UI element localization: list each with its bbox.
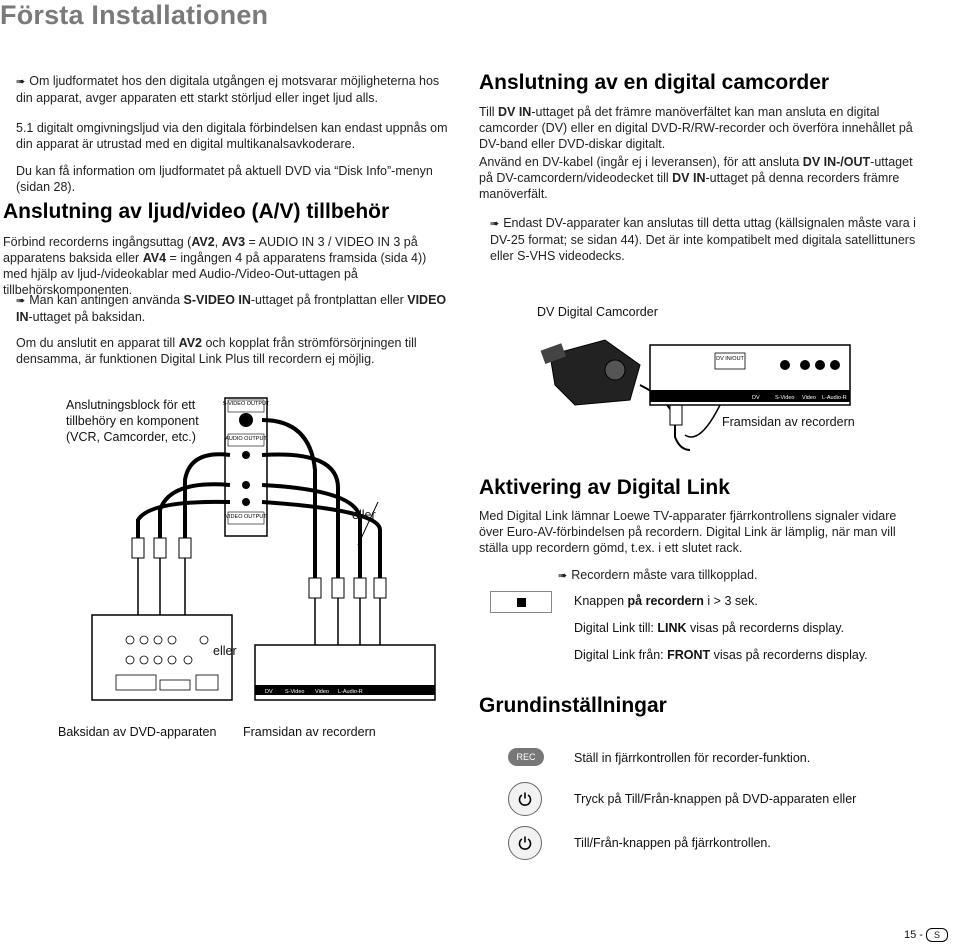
note-audio-format: ➠ Om ljudformatet hos den digitala utgången ej motsvarar möjligheterna hos din apparat, avger apparaten ett starkt störljud eller inget ljud alls. — [16, 74, 440, 105]
paragraph-digital-link: Med Digital Link lämnar Loewe TV-apparater fjärrkontrollens signaler vidare över Euro-AV-förbindelsen på recordern. Digital Link är lämplig, när man vill ställa upp recordern gömd, t.ex. i ett slutet rack. — [479, 509, 897, 555]
paragraph-digital-link-plus: Om du anslutit en apparat till AV2 och kopplat från strömförsörjningen till densamma, är funktionen Digital Link Plus till recordern ej möjlig. — [16, 336, 417, 366]
svg-text:DV: DV — [752, 395, 760, 401]
svg-text:DV: DV — [265, 689, 273, 695]
page-footer — [904, 928, 948, 942]
recorder-stop-key[interactable] — [490, 591, 552, 613]
note-disk-info: Du kan få information om ljudformatet på aktuell DVD via “Disk Info”-menyn (sidan 28). — [16, 164, 433, 194]
arrow-right-icon: ➠ — [490, 218, 500, 230]
note-surround: 5.1 digitalt omgivningsljud via den digitala förbindelsen kan endast uppnås om din apparat är utrustad med en digital multikanalsavkoderare. — [16, 121, 448, 151]
label-dv-camcorder: DV Digital Camcorder — [537, 305, 658, 319]
label-svideo-output: S-VIDEO OUTPUT — [222, 401, 270, 407]
step-link-on: Digital Link till: LINK visas på recorderns display. — [574, 621, 845, 635]
power-icon — [517, 791, 533, 807]
arrow-right-icon: ➠ — [16, 295, 26, 307]
heading-digital-camcorder: Anslutning av en digital camcorder — [479, 71, 830, 94]
heading-basic-settings: Grundinställningar — [479, 694, 667, 717]
svideo-jack — [239, 413, 253, 427]
svg-text:L-Audio-R: L-Audio-R — [822, 395, 847, 401]
arrow-right-icon: ➠ — [558, 570, 568, 582]
label-recorder-front-right: Framsidan av recordern — [722, 415, 855, 429]
dvd-power-button[interactable] — [508, 782, 542, 816]
svg-text:S-Video: S-Video — [775, 395, 795, 401]
label-recorder-front: Framsidan av recordern — [243, 725, 376, 739]
note-recorder-on: ➠ Recordern måste vara tillkopplad. — [558, 568, 758, 582]
label-eller-2: eller — [213, 644, 237, 658]
page-number: 15 - — [904, 929, 923, 941]
step-set-remote: Ställ in fjärrkontrollen för recorder-funktion. — [574, 751, 811, 765]
note-dv-only: ➠ Endast DV-apparater kan anslutas till detta uttag (källsignalen måste vara i DV-25 format; se sidan 44). Det är inte kompatibelt med digitala satellittuners eller S-VHS videodecks. — [490, 216, 916, 263]
label-dv-in-out: DV IN/OUT — [716, 356, 744, 362]
paragraph-av-inputs: Förbind recorderns ingångsuttag (AV2, AV3 = AUDIO IN 3 / VIDEO IN 3 på apparatens baksida eller AV4 = ingången 4 på apparatens framsida (sida 4)) med hjälp av ljud-/videokablar med Audio-/Video-Out-uttagen på tillbehörskomponenten. — [3, 235, 427, 297]
svg-text:L-Audio-R: L-Audio-R — [338, 689, 363, 695]
stop-icon — [517, 598, 526, 607]
label-audio-output: AUDIO OUTPUT — [225, 436, 267, 442]
svg-text:Video: Video — [802, 395, 816, 401]
svg-text:S-Video: S-Video — [285, 689, 305, 695]
dv-connection-diagram — [530, 325, 860, 455]
heading-av-accessories: Anslutning av ljud/video (A/V) tillbehör — [3, 200, 390, 223]
note-svideo: ➠ Man kan antingen använda S-VIDEO IN-uttaget på frontplattan eller VIDEO IN-uttaget på baksidan. — [16, 293, 447, 324]
label-connection-block: Anslutningsblock för ett tillbehöry en komponent (VCR, Camcorder, etc.) — [66, 398, 199, 444]
step-press-remote-power: Till/Från-knappen på fjärrkontrollen. — [574, 836, 771, 850]
arrow-right-icon: ➠ — [16, 76, 26, 88]
label-video-output: VIDEO OUTPUT — [225, 514, 267, 520]
step-press-dvd-power: Tryck på Till/Från-knappen på DVD-apparaten eller — [574, 792, 857, 806]
remote-power-button[interactable] — [508, 826, 542, 860]
label-eller-1: eller — [352, 508, 376, 522]
label-dvd-back: Baksidan av DVD-apparaten — [58, 725, 217, 739]
power-icon — [517, 835, 533, 851]
av-connection-diagram — [20, 390, 460, 710]
step-hold-key: Knappen på recordern i > 3 sek. — [574, 594, 758, 608]
paragraph-dv-in: Till DV IN-uttaget på det främre manöverfältet kan man ansluta en digital camcorder (DV) eller en digital DVD-R/RW-recorder och överföra innehållet på DV-band eller DVD-diskar digitalt. — [479, 105, 913, 151]
heading-digital-link: Aktivering av Digital Link — [479, 476, 730, 499]
paragraph-dv-cable: Använd en DV-kabel (ingår ej i leveransen), för att ansluta DV IN-/OUT-uttaget på DV-camcordern/videodecket till DV IN-uttaget på denna recorders främre manöverfält. — [479, 155, 913, 201]
language-badge: S — [926, 928, 948, 942]
page-title: Första Installationen — [0, 0, 269, 30]
step-link-off: Digital Link från: FRONT visas på recorderns display. — [574, 648, 868, 662]
camcorder-icon — [541, 340, 640, 405]
svg-text:Video: Video — [315, 689, 329, 695]
rec-button[interactable]: REC — [508, 748, 544, 766]
